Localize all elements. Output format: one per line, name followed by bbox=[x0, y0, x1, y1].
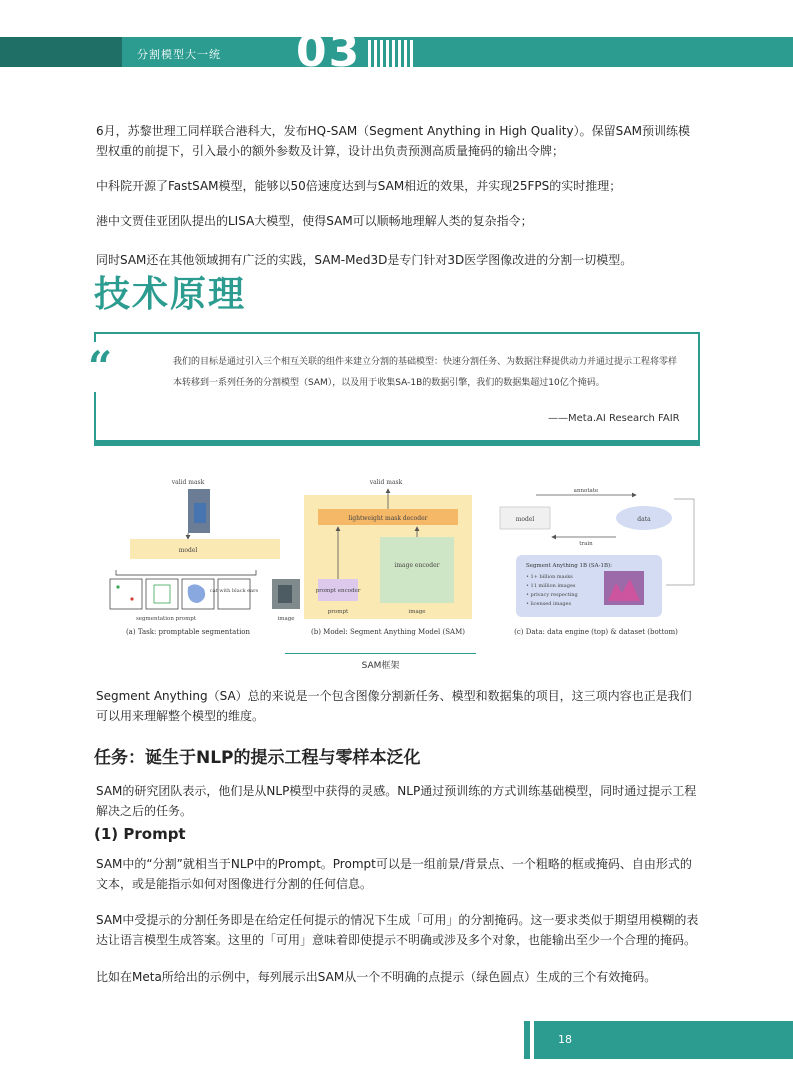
quote-text: 我们的目标是通过引入三个相互关联的组件来建立分割的基础模型：快速分割任务、为数据注释提供动力并通过提示工程将零样本转移到一系列任务的分割模型（SAM），以及用于收集SA-1B的数据引擎，我们的数据集超过10亿个掩码。 bbox=[173, 357, 678, 388]
footer-accent-bar bbox=[524, 1021, 530, 1059]
panel-a-cat-text: cat with black ears bbox=[209, 588, 259, 594]
panel-b-encoder-label: image encoder bbox=[394, 562, 440, 569]
panel-c-train-label: train bbox=[579, 541, 593, 547]
paragraph-nlp-inspiration: SAM的研究团队表示，他们是从NLP模型中获得的灵感。NLP通过预训练的方式训练基础模型，同时通过提示工程解决之后的任务。 bbox=[96, 784, 697, 818]
page-number: 18 bbox=[558, 1033, 572, 1046]
panel-b-valid-mask-label: valid mask bbox=[369, 479, 403, 486]
panel-c-data-label: data bbox=[637, 516, 651, 523]
sam-framework-figure bbox=[96, 475, 702, 645]
panel-c-bullet-item: • licensed images bbox=[526, 601, 572, 607]
panel-a-prompt-label: segmentation prompt bbox=[135, 616, 197, 622]
quote-mark-icon: “ bbox=[84, 342, 116, 392]
quote-source: ——Meta.AI Research FAIR bbox=[548, 413, 680, 424]
panel-a-title: (a) Task: promptable segmentation bbox=[125, 628, 251, 636]
figure-panel-c bbox=[500, 488, 694, 636]
panel-b-decoder-label: lightweight mask decoder bbox=[348, 515, 428, 522]
figure-caption-rule bbox=[285, 653, 476, 654]
panel-a-text-prompt bbox=[218, 579, 250, 609]
header-section-number: 03 bbox=[296, 26, 362, 77]
header-band-dark bbox=[0, 37, 122, 67]
panel-c-bullet-item: • 11 million images bbox=[526, 583, 576, 589]
panel-c-title: (c) Data: data engine (top) & dataset (bottom) bbox=[514, 628, 678, 636]
paragraph-fastsam: 中科院开源了FastSAM模型，能够以50倍速度达到与SAM相近的效果，并实现25FPS的实时推理； bbox=[96, 179, 622, 193]
heading-prompt: (1) Prompt bbox=[94, 825, 186, 843]
panel-a-box-prompt bbox=[146, 579, 178, 609]
footer-band bbox=[534, 1021, 793, 1059]
panel-b-prompt-encoder-label: prompt encoder bbox=[315, 588, 361, 594]
panel-b-title: (b) Model: Segment Anything Model (SAM) bbox=[311, 628, 465, 636]
panel-b-prompt-label: prompt bbox=[327, 609, 349, 615]
panel-a-image-label: image bbox=[277, 616, 295, 622]
panel-c-bullet-item: • 1+ billion masks bbox=[526, 574, 573, 580]
paragraph-hq-sam: 6月，苏黎世理工同样联合港科大，发布HQ-SAM（Segment Anything in High Quality）。保留SAM预训练模型权重的前提下，引入最小的额外参数及计算，设计出负责预测高质量掩码的输出令牌； bbox=[96, 124, 691, 158]
quote-box-bottom-bar bbox=[94, 440, 698, 446]
panel-b-encoder-block bbox=[380, 537, 454, 603]
panel-c-dataset-title: Segment Anything 1B (SA-1B): bbox=[526, 563, 613, 569]
paragraph-lisa: 港中文贾佳亚团队提出的LISA大模型，使得SAM可以顺畅地理解人类的复杂指令； bbox=[96, 214, 533, 228]
sam-framework-diagram bbox=[96, 475, 702, 645]
panel-b-image-label: image bbox=[408, 609, 426, 615]
panel-a-point-prompt bbox=[110, 579, 142, 609]
header-stripes bbox=[368, 40, 418, 70]
section-title: 技术原理 bbox=[94, 274, 247, 315]
figure-panel-b bbox=[304, 479, 472, 636]
panel-a-valid-mask-label: valid mask bbox=[171, 479, 205, 486]
panel-c-annotate-label: annotate bbox=[573, 488, 599, 494]
paragraph-sam-med3d: 同时SAM还在其他领域拥有广泛的实践，SAM-Med3D是专门针对3D医学图像改进的分割一切模型。 bbox=[96, 253, 633, 267]
paragraph-meta-example: 比如在Meta所给出的示例中，每列展示出SAM从一个不明确的点提示（绿色圆点）生成的三个有效掩码。 bbox=[96, 970, 657, 984]
panel-a-model-label: model bbox=[178, 547, 198, 554]
panel-c-bullet-item: • privacy respecting bbox=[526, 592, 578, 598]
paragraph-prompt-definition: SAM中的“分割”就相当于NLP中的Prompt。Prompt可以是一组前景/背景点、一个粗略的框或掩码、自由形式的文本，或是能指示如何对图像进行分割的任何信息。 bbox=[96, 857, 692, 891]
paragraph-sa-overview: Segment Anything（SA）总的来说是一个包含图像分割新任务、模型和数据集的项目，这三项内容也正是我们可以用来理解整个模型的维度。 bbox=[96, 689, 692, 723]
panel-c-model-label: model bbox=[515, 516, 535, 523]
header-section-label: 分割模型大一统 bbox=[137, 48, 221, 61]
heading-task: 任务：诞生于NLP的提示工程与零样本泛化 bbox=[94, 748, 421, 768]
panel-a-model-block bbox=[130, 539, 280, 559]
figure-caption: SAM框架 bbox=[361, 661, 400, 671]
figure-panel-a bbox=[110, 479, 300, 636]
paragraph-promptable-task: SAM中受提示的分割任务即是在给定任何提示的情况下生成「可用」的分割掩码。这一要求类似于期望用模糊的表达让语言模型生成答案。这里的「可用」意味着即使提示不明确或涉及多个对象，也能输出至少一个合理的掩码。 bbox=[96, 913, 699, 947]
